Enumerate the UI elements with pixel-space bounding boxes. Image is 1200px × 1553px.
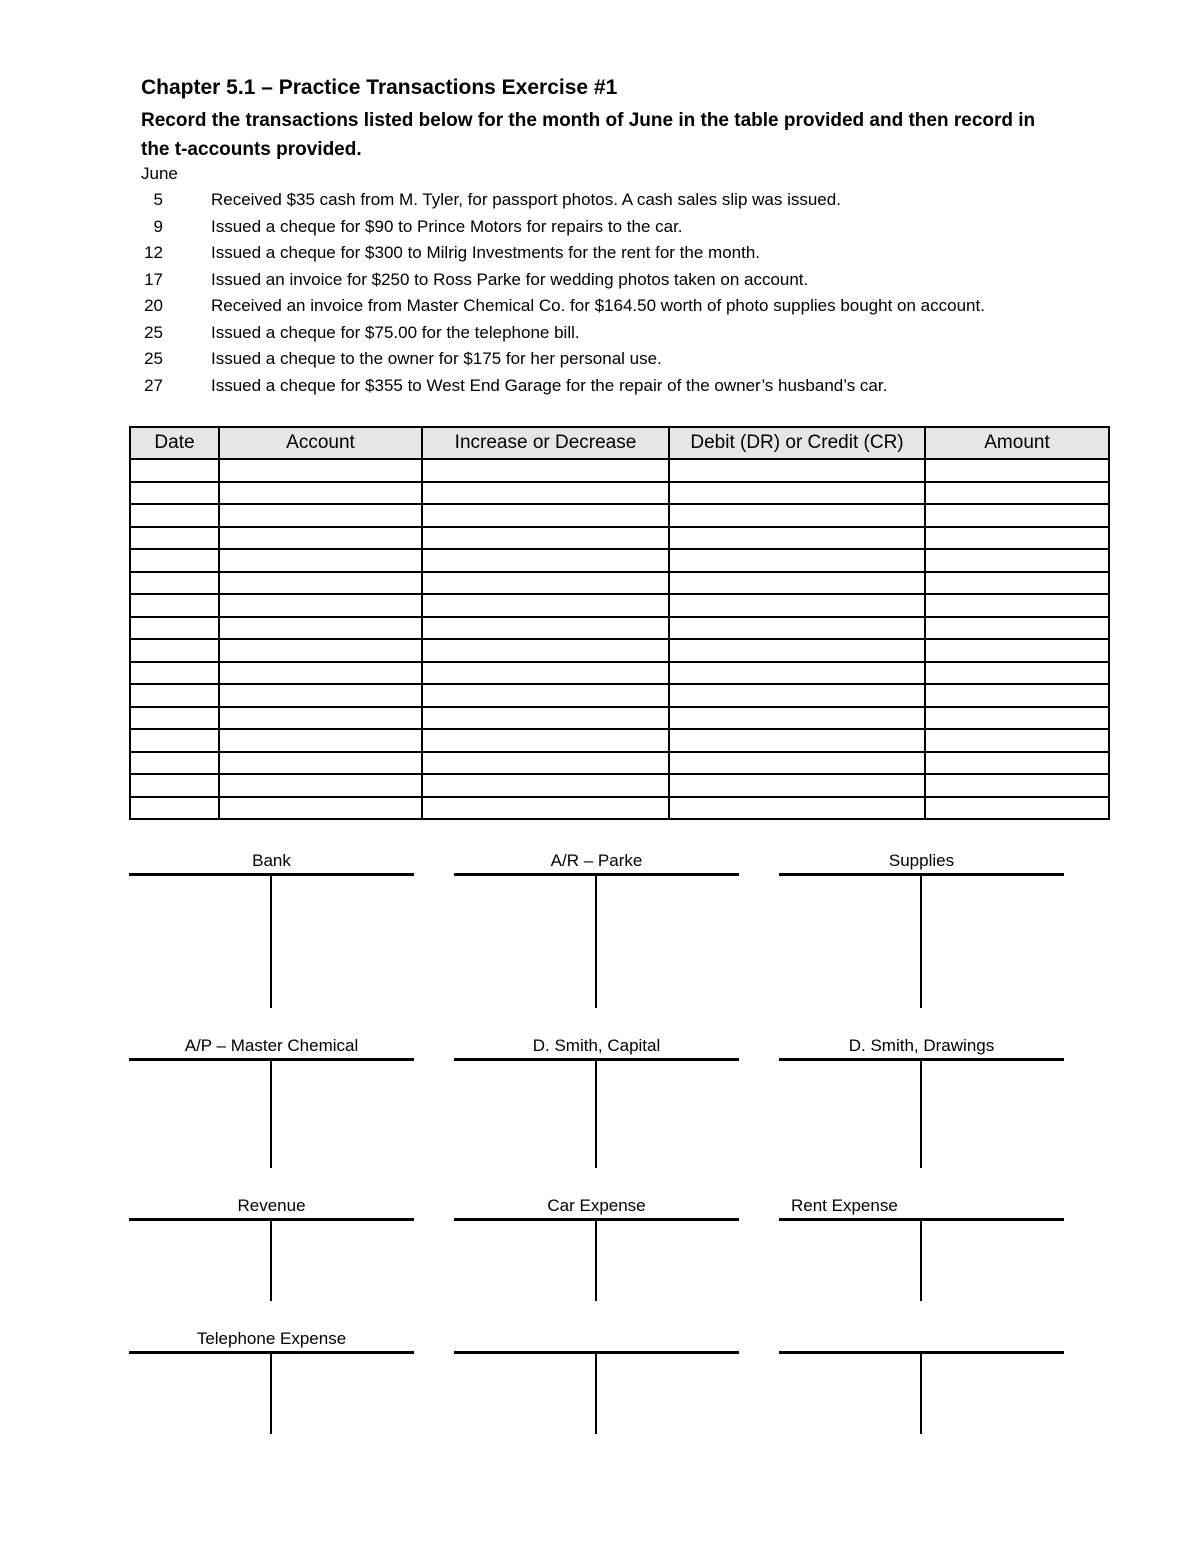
- transaction-text: Issued a cheque for $355 to West End Garage for the repair of the owner’s husband’s car.: [211, 375, 888, 395]
- table-row: [130, 594, 1109, 617]
- t-account-title: Car Expense: [547, 1196, 646, 1215]
- table-cell[interactable]: [669, 639, 925, 662]
- table-row: [130, 752, 1109, 775]
- table-cell[interactable]: [925, 549, 1109, 572]
- table-cell[interactable]: [422, 797, 669, 820]
- t-account-stem: [270, 873, 272, 1008]
- transaction-text: Issued a cheque for $90 to Prince Motors for repairs to the car.: [211, 216, 683, 236]
- table-cell[interactable]: [669, 617, 925, 640]
- table-row: [130, 549, 1109, 572]
- table-cell[interactable]: [669, 797, 925, 820]
- table-cell[interactable]: [219, 662, 422, 685]
- transaction-row: [141, 376, 1141, 403]
- t-account-stem: [595, 1351, 597, 1434]
- table-cell[interactable]: [669, 774, 925, 797]
- transaction-day: 25: [144, 349, 163, 368]
- transaction-text: Received $35 cash from M. Tyler, for passport photos. A cash sales slip was issued.: [211, 190, 841, 209]
- table-cell[interactable]: [669, 752, 925, 775]
- table-cell[interactable]: [422, 729, 669, 752]
- table-cell[interactable]: [925, 662, 1109, 685]
- page-title: Chapter 5.1 – Practice Transactions Exercise #1: [141, 76, 618, 99]
- table-cell[interactable]: [669, 707, 925, 730]
- transaction-text: Issued a cheque for $300 to Milrig Investments for the rent for the month.: [211, 243, 761, 262]
- table-row: [130, 774, 1109, 797]
- table-cell[interactable]: [219, 504, 422, 527]
- table-cell[interactable]: [422, 617, 669, 640]
- table-cell[interactable]: [422, 774, 669, 797]
- table-cell[interactable]: [422, 549, 669, 572]
- table-cell[interactable]: [669, 684, 925, 707]
- table-cell[interactable]: [925, 459, 1109, 482]
- table-cell[interactable]: [219, 527, 422, 550]
- table-cell[interactable]: [422, 594, 669, 617]
- transaction-day: 9: [153, 216, 163, 236]
- table-cell[interactable]: [219, 549, 422, 572]
- table-cell[interactable]: [422, 684, 669, 707]
- table-cell[interactable]: [219, 459, 422, 482]
- table-cell[interactable]: [219, 729, 422, 752]
- t-account-title: A/R – Parke: [550, 851, 643, 870]
- header-account: Account: [219, 427, 422, 459]
- t-account-title: A/P – Master Chemical: [184, 1036, 359, 1055]
- transaction-day: 27: [144, 375, 163, 395]
- table-cell[interactable]: [669, 662, 925, 685]
- header-debit-credit: Debit (DR) or Credit (CR): [669, 427, 925, 459]
- transaction-day: 12: [144, 243, 163, 262]
- table-row: [130, 617, 1109, 640]
- table-cell[interactable]: [130, 662, 219, 685]
- table-cell[interactable]: [669, 594, 925, 617]
- table-row: [130, 639, 1109, 662]
- t-account-title: Revenue: [237, 1196, 306, 1215]
- table-cell[interactable]: [422, 707, 669, 730]
- table-cell[interactable]: [130, 707, 219, 730]
- table-cell[interactable]: [422, 459, 669, 482]
- transaction-row: [141, 296, 1141, 323]
- table-cell[interactable]: [219, 639, 422, 662]
- table-cell[interactable]: [219, 707, 422, 730]
- table-cell[interactable]: [669, 527, 925, 550]
- transaction-day: 20: [144, 296, 163, 315]
- header-amount: Amount: [925, 427, 1109, 459]
- table-cell[interactable]: [130, 774, 219, 797]
- journal-body: [130, 459, 1109, 819]
- table-cell[interactable]: [669, 459, 925, 482]
- table-cell[interactable]: [669, 729, 925, 752]
- table-cell[interactable]: [130, 527, 219, 550]
- table-cell[interactable]: [130, 729, 219, 752]
- table-cell[interactable]: [130, 639, 219, 662]
- table-cell[interactable]: [219, 482, 422, 505]
- table-row: [130, 797, 1109, 820]
- table-cell[interactable]: [925, 752, 1109, 775]
- table-cell[interactable]: [422, 639, 669, 662]
- table-row: [130, 459, 1109, 482]
- table-cell[interactable]: [130, 617, 219, 640]
- table-cell[interactable]: [219, 594, 422, 617]
- table-cell[interactable]: [925, 482, 1109, 505]
- table-cell[interactable]: [219, 617, 422, 640]
- table-row: [130, 729, 1109, 752]
- t-account-stem: [920, 873, 922, 1008]
- table-cell[interactable]: [925, 684, 1109, 707]
- table-cell[interactable]: [130, 482, 219, 505]
- table-cell[interactable]: [130, 594, 219, 617]
- table-header-row: [130, 427, 1109, 459]
- transaction-row: [141, 323, 1141, 350]
- table-cell[interactable]: [925, 797, 1109, 820]
- table-cell[interactable]: [422, 504, 669, 527]
- table-cell[interactable]: [130, 459, 219, 482]
- transaction-day: 5: [153, 190, 163, 209]
- header-date: Date: [130, 427, 219, 459]
- instructions: Record the transactions listed below for the month of June in the table provided and then record in the t-accounts provided.: [141, 110, 1036, 160]
- table-cell[interactable]: [669, 549, 925, 572]
- table-cell[interactable]: [669, 504, 925, 527]
- table-row: [130, 684, 1109, 707]
- header-increase-decrease: Increase or Decrease: [422, 427, 669, 459]
- table-cell[interactable]: [130, 549, 219, 572]
- transaction-row: [141, 349, 1141, 376]
- transaction-row: [141, 190, 1141, 217]
- table-cell[interactable]: [422, 662, 669, 685]
- table-row: [130, 504, 1109, 527]
- transaction-list: [141, 190, 1141, 402]
- table-cell[interactable]: [219, 684, 422, 707]
- table-cell[interactable]: [925, 774, 1109, 797]
- t-account-stem: [595, 1058, 597, 1168]
- table-row: [130, 572, 1109, 595]
- table-cell[interactable]: [925, 504, 1109, 527]
- transaction-row: [141, 243, 1141, 270]
- table-cell[interactable]: [422, 482, 669, 505]
- table-cell[interactable]: [219, 774, 422, 797]
- table-row: [130, 482, 1109, 505]
- t-account-title: D. Smith, Drawings: [848, 1036, 995, 1055]
- table-cell[interactable]: [925, 572, 1109, 595]
- table-cell[interactable]: [130, 752, 219, 775]
- transaction-row: [141, 217, 1141, 244]
- table-cell[interactable]: [669, 482, 925, 505]
- transaction-text: Received an invoice from Master Chemical Co. for $164.50 worth of photo supplies bought on account.: [211, 296, 985, 315]
- table-cell[interactable]: [422, 752, 669, 775]
- transaction-day: 25: [144, 322, 163, 342]
- t-account-stem: [270, 1218, 272, 1301]
- table-row: [130, 527, 1109, 550]
- table-cell[interactable]: [130, 797, 219, 820]
- t-account-stem: [920, 1218, 922, 1301]
- table-cell[interactable]: [219, 752, 422, 775]
- table-cell[interactable]: [219, 572, 422, 595]
- month-label: June: [141, 164, 178, 183]
- table-row: [130, 707, 1109, 730]
- transaction-text: Issued a cheque for $75.00 for the telephone bill.: [211, 322, 580, 342]
- transaction-text: Issued a cheque to the owner for $175 for her personal use.: [211, 349, 662, 368]
- table-cell[interactable]: [130, 504, 219, 527]
- t-account-stem: [920, 1351, 922, 1434]
- table-cell[interactable]: [130, 572, 219, 595]
- table-cell[interactable]: [925, 594, 1109, 617]
- t-account-title: Rent Expense: [791, 1196, 898, 1215]
- table-row: [130, 662, 1109, 685]
- table-cell[interactable]: [219, 797, 422, 820]
- table-cell[interactable]: [422, 527, 669, 550]
- t-account-title: D. Smith, Capital: [532, 1036, 661, 1055]
- table-cell[interactable]: [669, 572, 925, 595]
- table-cell[interactable]: [422, 572, 669, 595]
- t-account-stem: [920, 1058, 922, 1168]
- journal-table: [129, 426, 1110, 820]
- t-account-stem: [595, 1218, 597, 1301]
- transaction-row: [141, 270, 1141, 297]
- transaction-day: 17: [144, 269, 163, 289]
- table-cell[interactable]: [925, 729, 1109, 752]
- table-cell[interactable]: [925, 617, 1109, 640]
- t-account-stem: [595, 873, 597, 1008]
- table-cell[interactable]: [925, 639, 1109, 662]
- t-account-title: Bank: [252, 851, 291, 870]
- transaction-text: Issued an invoice for $250 to Ross Parke for wedding photos taken on account.: [211, 269, 809, 289]
- t-account-stem: [270, 1058, 272, 1168]
- table-cell[interactable]: [130, 684, 219, 707]
- t-account-stem: [270, 1351, 272, 1434]
- table-cell[interactable]: [925, 527, 1109, 550]
- t-account-title: Supplies: [888, 851, 955, 870]
- t-account-title: Telephone Expense: [196, 1329, 347, 1348]
- table-cell[interactable]: [925, 707, 1109, 730]
